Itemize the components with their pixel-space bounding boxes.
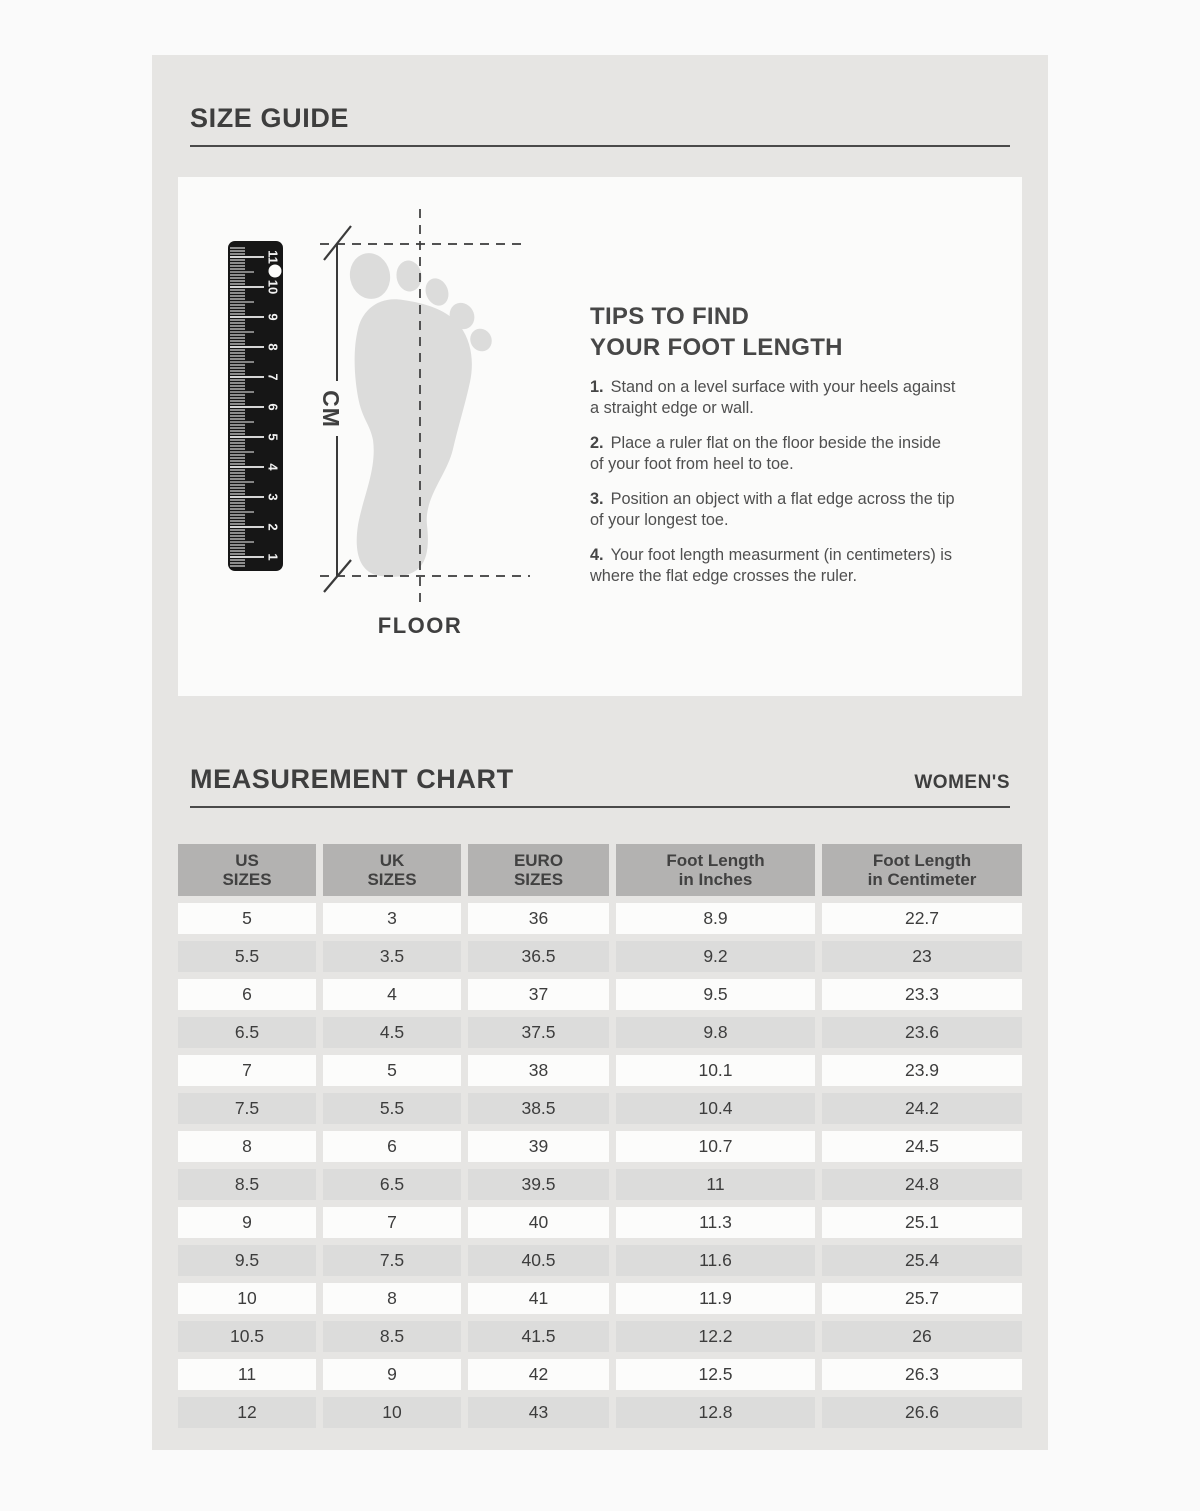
- size-cell: 26.6: [822, 1397, 1022, 1428]
- size-cell: 10.7: [616, 1131, 815, 1162]
- size-cell: 37: [468, 979, 609, 1010]
- size-cell: 41: [468, 1283, 609, 1314]
- size-cell: 6: [323, 1131, 461, 1162]
- column-header: US SIZES: [178, 844, 316, 896]
- size-cell: 38.5: [468, 1093, 609, 1124]
- ruler-number: 1: [265, 553, 281, 561]
- foot-measurement-diagram: [178, 177, 578, 696]
- size-cell: 26: [822, 1321, 1022, 1352]
- size-cell: 9: [323, 1359, 461, 1390]
- size-cell: 8: [323, 1283, 461, 1314]
- tip-text: a straight edge or wall.: [590, 399, 754, 417]
- tip-text: Position an object with a flat edge across the tip: [610, 490, 955, 508]
- column-header: UK SIZES: [323, 844, 461, 896]
- tip-item-1: [590, 377, 962, 419]
- size-cell: 23.9: [822, 1055, 1022, 1086]
- size-cell: 8.5: [178, 1169, 316, 1200]
- size-cell: 41.5: [468, 1321, 609, 1352]
- ruler-illustration: [228, 241, 283, 571]
- size-cell: 9: [178, 1207, 316, 1238]
- size-cell: 5.5: [178, 941, 316, 972]
- size-guide-title: SIZE GUIDE: [190, 103, 350, 133]
- tip-number: 2.: [590, 434, 604, 452]
- size-cell: 25.7: [822, 1283, 1022, 1314]
- ruler-number: 11: [265, 250, 281, 264]
- size-cell: 5.5: [323, 1093, 461, 1124]
- column-header: Foot Length in Inches: [616, 844, 815, 896]
- size-cell: 4: [323, 979, 461, 1010]
- measurement-diagram-box: [178, 177, 1022, 696]
- size-cell: 10.4: [616, 1093, 815, 1124]
- size-cell: 11: [616, 1169, 815, 1200]
- size-cell: 42: [468, 1359, 609, 1390]
- tip-item-4: [590, 545, 962, 587]
- size-cell: 5: [178, 903, 316, 934]
- size-cell: 8: [178, 1131, 316, 1162]
- size-guide-header: [152, 55, 1048, 147]
- floor-label: FLOOR: [377, 613, 463, 638]
- size-cell: 3: [323, 903, 461, 934]
- ruler-number: 10: [265, 279, 281, 295]
- tips-title: [590, 301, 962, 363]
- tip-number: 4.: [590, 546, 604, 564]
- size-cell: 10: [323, 1397, 461, 1428]
- size-cell: 9.8: [616, 1017, 815, 1048]
- tip-text: of your longest toe.: [590, 511, 729, 529]
- size-cell: 38: [468, 1055, 609, 1086]
- ruler-number: 3: [265, 493, 281, 501]
- size-cell: 36: [468, 903, 609, 934]
- size-cell: 22.7: [822, 903, 1022, 934]
- size-cell: 36.5: [468, 941, 609, 972]
- size-cell: 37.5: [468, 1017, 609, 1048]
- size-cell: 24.8: [822, 1169, 1022, 1200]
- tip-text: Place a ruler flat on the floor beside the inside: [610, 434, 941, 452]
- size-cell: 25.1: [822, 1207, 1022, 1238]
- measurement-chart-header: [152, 696, 1048, 795]
- ruler-hole-icon: [269, 265, 282, 278]
- size-cell: 11.9: [616, 1283, 815, 1314]
- size-cell: 4.5: [323, 1017, 461, 1048]
- tip-number: 1.: [590, 378, 604, 396]
- size-cell: 12: [178, 1397, 316, 1428]
- size-cell: 24.5: [822, 1131, 1022, 1162]
- cm-label: CM: [318, 390, 344, 428]
- ruler-number: 5: [265, 433, 281, 441]
- size-cell: 9.2: [616, 941, 815, 972]
- tip-text: Stand on a level surface with your heels against: [610, 378, 956, 396]
- size-cell: 10.1: [616, 1055, 815, 1086]
- tips-title-line2: YOUR FOOT LENGTH: [590, 334, 843, 361]
- size-cell: 5: [323, 1055, 461, 1086]
- tips-section: [578, 177, 978, 696]
- size-cell: 23.3: [822, 979, 1022, 1010]
- column-header: Foot Length in Centimeter: [822, 844, 1022, 896]
- tip-text: Your foot length measurment (in centimeters) is: [610, 546, 953, 564]
- size-cell: 24.2: [822, 1093, 1022, 1124]
- size-cell: 9.5: [616, 979, 815, 1010]
- title-rule: [190, 145, 1010, 147]
- size-cell: 40: [468, 1207, 609, 1238]
- size-cell: 8.5: [323, 1321, 461, 1352]
- size-cell: 12.5: [616, 1359, 815, 1390]
- tips-title-line1: TIPS TO FIND: [590, 303, 750, 330]
- big-toe: [346, 249, 395, 302]
- size-cell: 6.5: [323, 1169, 461, 1200]
- ruler-number: 4: [265, 463, 281, 471]
- tip-text: where the flat edge crosses the ruler.: [590, 567, 857, 585]
- size-cell: 7: [178, 1055, 316, 1086]
- column-header: EURO SIZES: [468, 844, 609, 896]
- size-cell: 26.3: [822, 1359, 1022, 1390]
- ruler-number: 6: [265, 403, 281, 411]
- size-cell: 11.3: [616, 1207, 815, 1238]
- size-cell: 40.5: [468, 1245, 609, 1276]
- ruler-number: 9: [265, 313, 281, 321]
- size-guide-panel: [152, 55, 1048, 1450]
- measurement-chart-title: MEASUREMENT CHART: [190, 764, 514, 794]
- size-cell: 6: [178, 979, 316, 1010]
- size-cell: 11: [178, 1359, 316, 1390]
- size-cell: 43: [468, 1397, 609, 1428]
- size-cell: 7: [323, 1207, 461, 1238]
- size-cell: 12.2: [616, 1321, 815, 1352]
- size-cell: 25.4: [822, 1245, 1022, 1276]
- size-cell: 12.8: [616, 1397, 815, 1428]
- size-cell: 39.5: [468, 1169, 609, 1200]
- size-cell: 7.5: [323, 1245, 461, 1276]
- foot-sole: [355, 299, 472, 577]
- foot-silhouette: [346, 249, 496, 577]
- gender-label: WOMEN'S: [914, 772, 1010, 793]
- chart-rule: [190, 806, 1010, 808]
- ruler-number: 7: [265, 373, 281, 381]
- third-toe: [422, 275, 453, 309]
- size-cell: 7.5: [178, 1093, 316, 1124]
- ruler-number: 2: [265, 523, 281, 531]
- chart-rule-wrap: [152, 806, 1048, 808]
- size-cell: 3.5: [323, 941, 461, 972]
- size-cell: 10.5: [178, 1321, 316, 1352]
- ruler-number: 8: [265, 343, 281, 351]
- size-table: [178, 844, 1022, 1428]
- size-cell: 10: [178, 1283, 316, 1314]
- size-cell: 39: [468, 1131, 609, 1162]
- tip-item-2: [590, 433, 962, 475]
- size-cell: 8.9: [616, 903, 815, 934]
- size-cell: 23: [822, 941, 1022, 972]
- tip-number: 3.: [590, 490, 604, 508]
- size-cell: 9.5: [178, 1245, 316, 1276]
- tip-text: of your foot from heel to toe.: [590, 455, 794, 473]
- size-cell: 11.6: [616, 1245, 815, 1276]
- tip-item-3: [590, 489, 962, 531]
- size-cell: 23.6: [822, 1017, 1022, 1048]
- size-cell: 6.5: [178, 1017, 316, 1048]
